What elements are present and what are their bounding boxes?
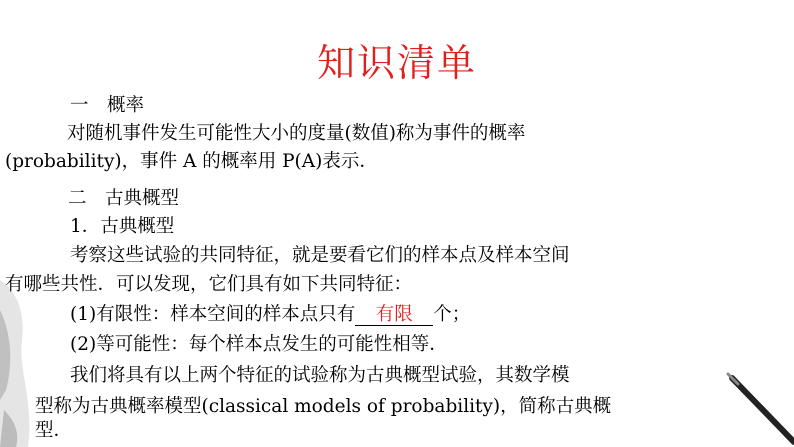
section-2-text-line-1: 考察这些试验的共同特征，就是要看它们的样本点及样本空间 [70,245,570,266]
section-1-text-line-1: 对随机事件发生可能性大小的度量(数值)称为事件的概率 [67,123,526,144]
answer-blank: 有限 [355,305,433,326]
item-finiteness-text: (1)有限性：样本空间的样本点只有 [70,304,356,325]
item-finiteness-suffix: 个； [433,304,471,325]
item-finiteness [70,304,470,326]
brush-decoration [724,372,794,447]
summary-line-3: 型． [35,420,73,441]
section-2-text-line-2: 有哪些共性．可以发现，它们具有如下共同特征： [5,274,413,295]
page-title: 知识清单 [316,41,477,85]
section-1-text-line-2: (probability)，事件 A 的概率用 P(A)表示． [5,151,378,172]
section-1-heading: 一 概率 [70,95,145,116]
summary-line-2: 型称为古典概率模型(classical models of probability)，简称古典概 [35,396,612,417]
section-2-subheading: 1．古典概型 [70,216,175,237]
item-equal-likelihood: (2)等可能性：每个样本点发生的可能性相等． [70,334,448,355]
section-2-heading: 二 古典概型 [68,188,180,209]
summary-line-1: 我们将具有以上两个特征的试验称为古典概型试验，其数学模 [70,365,570,386]
